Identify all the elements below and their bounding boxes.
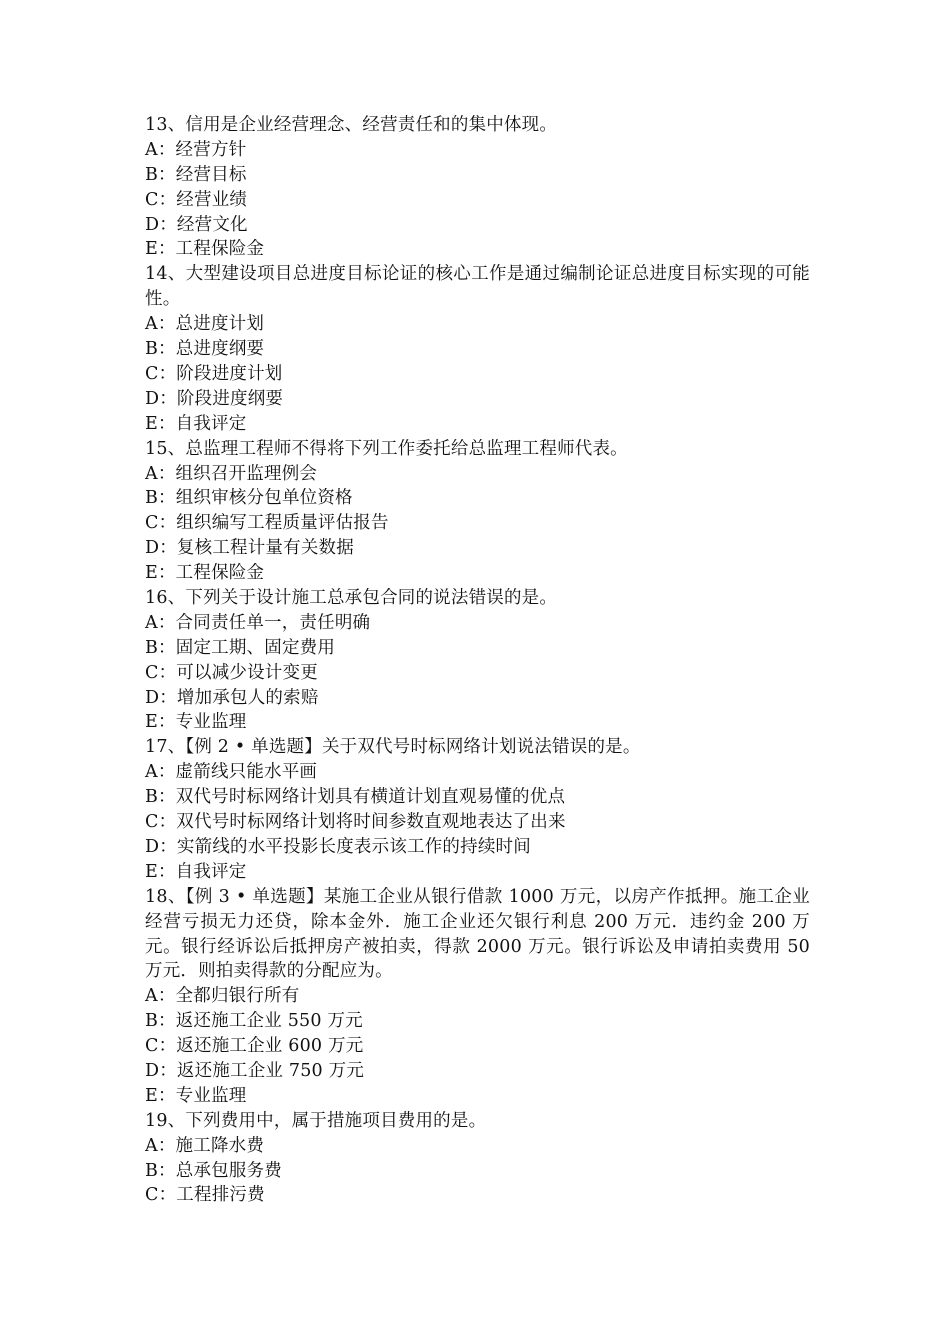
question-stem: 19、下列费用中，属于措施项目费用的是。 — [145, 1110, 487, 1131]
option-c: C：双代号时标网络计划将时间参数直观地表达了出来 — [145, 812, 566, 833]
option-a: A：施工降水费 — [145, 1135, 265, 1156]
option-a: A：总进度计划 — [145, 314, 265, 335]
option-d: D：增加承包人的索赔 — [145, 687, 319, 708]
option-e: E：专业监理 — [145, 1085, 247, 1106]
question-stem: 15、总监理工程师不得将下列工作委托给总监理工程师代表。 — [145, 438, 628, 459]
option-d: D：经营文化 — [145, 214, 248, 235]
question-stem: 18、【例 3 • 单选题】某施工企业从银行借款 1000 万元，以房产作抵押。施工企业经营亏损无力还贷，除本金外．施工企业还欠银行利息 200 万元．违约金 200 万元。银行经诉讼后抵押房产被拍卖，得款 2000 万元。银行诉讼及申请拍卖费用 50 万元．则拍卖得款的分配应为。 — [145, 886, 810, 982]
option-d: D：复核工程计量有关数据 — [145, 538, 354, 559]
option-b: B：经营目标 — [145, 164, 247, 185]
option-e: E：自我评定 — [145, 861, 247, 882]
question-16 — [145, 586, 810, 735]
option-c: C：返还施工企业 600 万元 — [145, 1036, 364, 1057]
question-stem: 17、【例 2 • 单选题】关于双代号时标网络计划说法错误的是。 — [145, 737, 641, 758]
option-e: E：自我评定 — [145, 413, 247, 434]
option-b: B：总进度纲要 — [145, 339, 265, 360]
option-c: C：组织编写工程质量评估报告 — [145, 513, 389, 534]
option-a: A：组织召开监理例会 — [145, 463, 318, 484]
option-e: E：专业监理 — [145, 712, 247, 733]
question-stem: 14、大型建设项目总进度目标论证的核心工作是通过编制论证总进度目标实现的可能性。 — [145, 264, 810, 310]
option-e: E：工程保险金 — [145, 239, 265, 260]
question-13 — [145, 113, 810, 262]
question-15 — [145, 437, 810, 586]
option-c: C：经营业绩 — [145, 189, 248, 210]
question-stem: 16、下列关于设计施工总承包合同的说法错误的是。 — [145, 587, 558, 608]
option-b: B：固定工期、固定费用 — [145, 637, 336, 658]
option-a: A：虚箭线只能水平画 — [145, 762, 318, 783]
option-c: C：阶段进度计划 — [145, 363, 283, 384]
document-page — [145, 113, 810, 1208]
option-c: C：可以减少设计变更 — [145, 662, 318, 683]
option-d: D：实箭线的水平投影长度表示该工作的持续时间 — [145, 836, 531, 857]
question-18 — [145, 885, 810, 1109]
question-19 — [145, 1109, 810, 1209]
question-14 — [145, 262, 810, 436]
option-b: B：双代号时标网络计划具有横道计划直观易懂的优点 — [145, 787, 566, 808]
option-d: D：返还施工企业 750 万元 — [145, 1061, 365, 1081]
option-b: B：返还施工企业 550 万元 — [145, 1011, 363, 1032]
option-d: D：阶段进度纲要 — [145, 388, 284, 409]
option-b: B：总承包服务费 — [145, 1160, 282, 1181]
question-stem: 13、信用是企业经营理念、经营责任和的集中体现。 — [145, 115, 558, 135]
option-c: C：工程排污费 — [145, 1185, 265, 1206]
option-a: A：经营方针 — [145, 139, 247, 160]
option-b: B：组织审核分包单位资格 — [145, 488, 353, 509]
question-17 — [145, 735, 810, 884]
option-e: E：工程保险金 — [145, 563, 265, 584]
option-a: A：合同责任单一，责任明确 — [145, 612, 371, 633]
option-a: A：全都归银行所有 — [145, 986, 300, 1007]
